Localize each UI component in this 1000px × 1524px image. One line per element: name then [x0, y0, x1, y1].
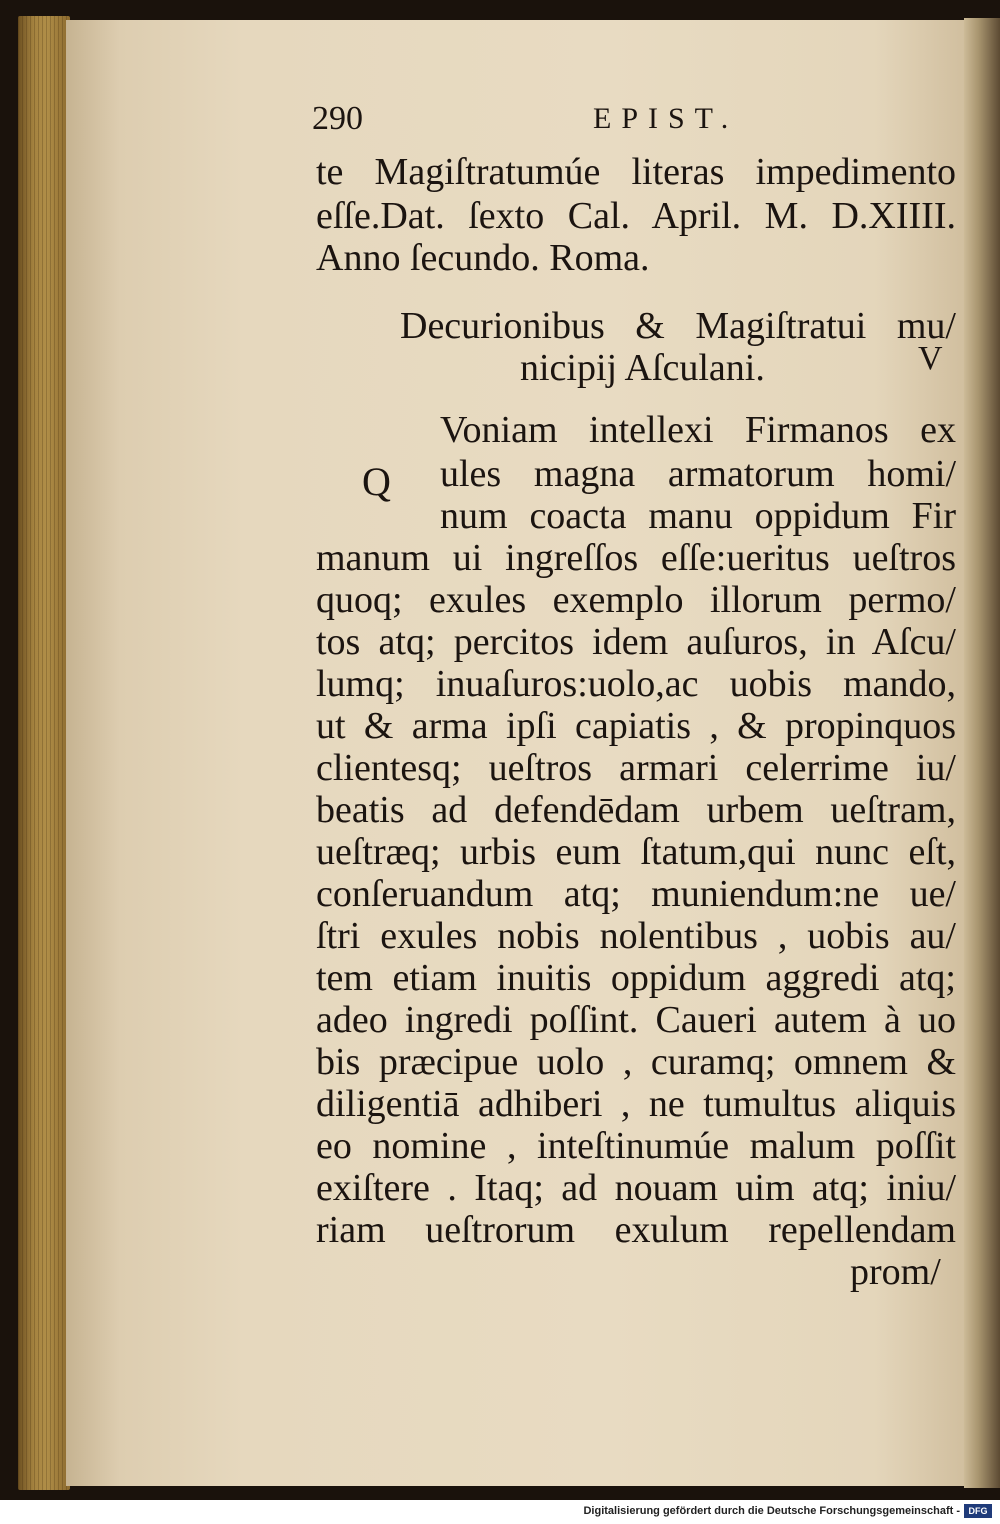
text-line: Anno ſecundo. Roma. [316, 237, 650, 279]
running-head: EPIST. [593, 102, 739, 135]
text-line: manum ui ingreſſos eſſe:ueritus ueſtros [316, 537, 956, 579]
letter-heading: Decurionibus & Magiſtratui mu/ [400, 305, 956, 347]
text-line: ules magna armatorum homi/ [440, 453, 956, 495]
text-line: ut & arma ipſi capiatis , & propinquos [316, 705, 956, 747]
page-number: 290 [312, 100, 363, 137]
signature-mark: V [918, 340, 943, 377]
page-gutter-shadow [964, 18, 1000, 1488]
text-line: diligentiā adhiberi , ne tumultus aliquis [316, 1083, 956, 1125]
text-line: exiſtere . Itaq; ad nouam uim atq; iniu/ [316, 1167, 956, 1209]
text-line: eo nomine , inteſtinumúe malum poſſit [316, 1125, 956, 1167]
text-line: tem etiam inuitis oppidum aggredi atq; [316, 957, 956, 999]
text-line: ſtri exules nobis nolentibus , uobis au/ [316, 915, 956, 957]
text-line: beatis ad defendēdam urbem ueſtram, [316, 789, 956, 831]
text-line: tos atq; percitos idem auſuros, in Aſcu/ [316, 621, 956, 663]
text-line: clientesq; ueſtros armari celerrime iu/ [316, 747, 956, 789]
text-line: conſeruandum atq; muniendum:ne ue/ [316, 873, 956, 915]
text-line: bis præcipue uolo , curamq; omnem & [316, 1041, 956, 1083]
text-line: quoq; exules exemplo illorum permo/ [316, 579, 956, 621]
text-line: riam ueſtrorum exulum repellendam [316, 1209, 956, 1251]
text-block [316, 150, 956, 1293]
text-line: adeo ingredi poſſint. Caueri autem à uo [316, 999, 956, 1041]
text-line: Voniam intellexi Firmanos ex [440, 409, 956, 451]
footer-bar [0, 1500, 1000, 1524]
text-line: eſſe.Dat. ſexto Cal. April. M. D.XIIII. [316, 195, 956, 237]
drop-initial: Q [362, 459, 391, 504]
catchword: prom/ [850, 1251, 941, 1293]
text-line: num coacta manu oppidum Fir [440, 495, 956, 537]
text-line: ueſtræq; urbis eum ſtatum,qui nunc eſt, [316, 831, 956, 873]
funding-credit: Digitalisierung gefördert durch die Deutsche Forschungsgemeinschaft - [583, 1505, 960, 1517]
book-edge [18, 16, 70, 1490]
text-line: lumq; inuaſuros:uolo,ac uobis mando, [316, 663, 956, 705]
dfg-logo-icon: DFG [964, 1504, 992, 1518]
text-line: te Magiſtratumúe literas impedimento [316, 151, 956, 193]
letter-heading: nicipij Aſculani. [520, 347, 765, 389]
